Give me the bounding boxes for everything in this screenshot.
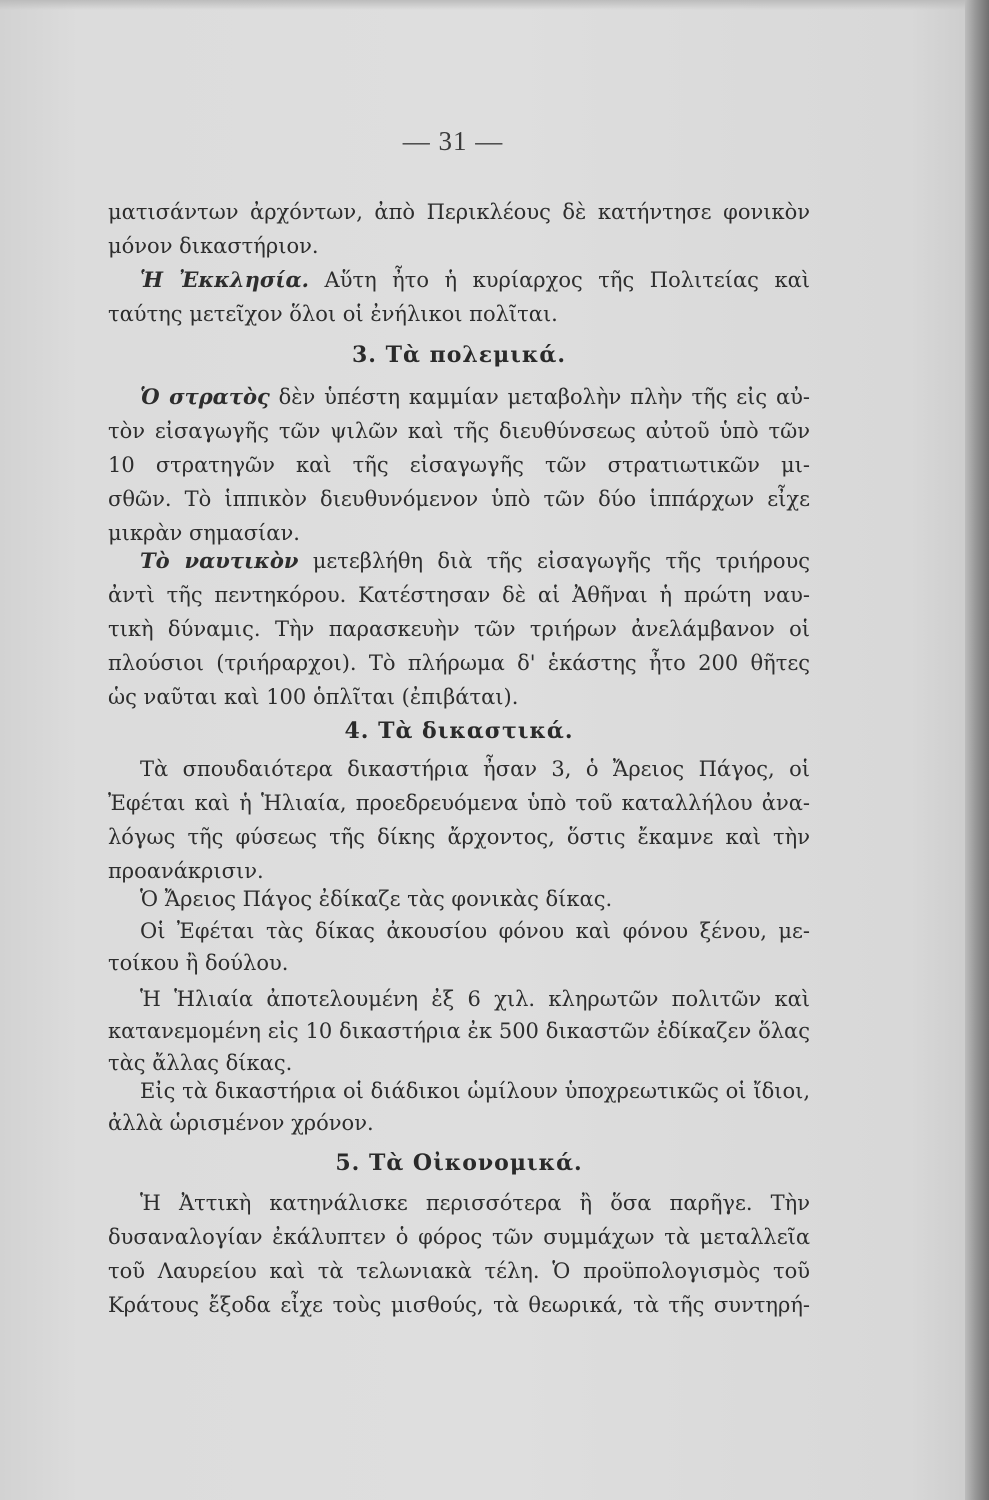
- text-line: τοῦ Λαυρείου καὶ τὰ τελωνιακὰ τέλη. Ὁ προϋπολογισμὸς τοῦ: [108, 1259, 810, 1283]
- text-line: Ὁ Ἄρειος Πάγος ἐδίκαζε τὰς φονικὰς δίκας.: [140, 887, 613, 911]
- paragraph-ekklesia-line: [140, 263, 810, 297]
- text-line: ταύτης μετεῖχον ὅλοι οἱ ἐνήλικοι πολῖται.: [108, 302, 558, 326]
- term-nautikon: Τὸ ναυτικὸν: [140, 548, 299, 573]
- text-line: Κράτους ἔξοδα εἶχε τοὺς μισθούς, τὰ θεωρικά, τὰ τῆς συντηρή-: [108, 1293, 810, 1317]
- paragraph-stratos-line: [140, 380, 810, 414]
- text-line: Ἐφέται καὶ ἡ Ἡλιαία, προεδρευόμενα ὑπὸ τοῦ καταλλήλου ἀνα-: [108, 791, 810, 815]
- term-stratos: Ὁ στρατὸς: [140, 384, 270, 409]
- text-line: κατανεμομένη εἰς 10 δικαστήρια ἐκ 500 δικαστῶν ἐδίκαζεν ὅλας: [108, 1019, 810, 1043]
- text-line: τικὴ δύναμις. Τὴν παρασκευὴν τῶν τριήρων ἀνελάμβανον οἱ: [108, 617, 810, 641]
- section-heading-judicial: 4. Τὰ δικαστικά.: [344, 718, 574, 744]
- paragraph-nautikon-line: [140, 544, 810, 578]
- text-line: Εἰς τὰ δικαστήρια οἱ διάδικοι ὡμίλουν ὑποχρεωτικῶς οἱ ἴδιοι,: [140, 1079, 810, 1103]
- text-line: ματισάντων ἀρχόντων, ἀπὸ Περικλέους δὲ κατήντησε φονικὸν: [108, 200, 810, 224]
- text-line: ἀντὶ τῆς πεντηκόρου. Κατέστησαν δὲ αἱ Ἀθῆναι ἡ πρώτη ναυ-: [108, 583, 810, 607]
- page-number: — 31 —: [402, 126, 504, 156]
- text-line: δυσαναλογίαν ἐκάλυπτεν ὁ φόρος τῶν συμμάχων τὰ μεταλλεῖα: [108, 1225, 810, 1249]
- section-heading-economic: 5. Τὰ Οἰκονομικά.: [335, 1150, 583, 1176]
- text-line: τὰς ἄλλας δίκας.: [108, 1051, 293, 1075]
- text-line: 10 στρατηγῶν καὶ τῆς εἰσαγωγῆς τῶν στρατιωτικῶν μι-: [108, 453, 810, 477]
- text-line: Τὰ σπουδαιότερα δικαστήρια ἦσαν 3, ὁ Ἄρειος Πάγος, οἱ: [140, 757, 810, 781]
- text-line: ἀλλὰ ὡρισμένον χρόνον.: [108, 1111, 374, 1135]
- page-right-edge: [965, 0, 989, 1500]
- text-line: λόγως τῆς φύσεως τῆς δίκης ἄρχοντος, ὅστις ἔκαμνε καὶ τὴν: [108, 825, 810, 849]
- text-span: δὲν ὑπέστη καμμίαν μεταβολὴν πλὴν τῆς εἰς αὐ-: [278, 385, 810, 409]
- page-top-shadow: [0, 0, 989, 10]
- text-line: σθῶν. Τὸ ἱππικὸν διευθυνόμενον ὑπὸ τῶν δύο ἱππάρχων εἶχε: [108, 487, 810, 511]
- text-line: ὡς ναῦται καὶ 100 ὁπλῖται (ἐπιβάται).: [108, 685, 519, 709]
- text-line: προανάκρισιν.: [108, 859, 264, 883]
- text-span: μετεβλήθη διὰ τῆς εἰσαγωγῆς τῆς τριήρους: [312, 549, 810, 573]
- section-heading-military: 3. Τὰ πολεμικά.: [352, 342, 566, 368]
- text-line: μικρὰν σημασίαν.: [108, 521, 300, 545]
- text-line: μόνον δικαστήριον.: [108, 234, 319, 258]
- text-line: Ἡ Ἡλιαία ἀποτελουμένη ἐξ 6 χιλ. κληρωτῶν πολιτῶν καὶ: [140, 987, 810, 1011]
- text-span: Αὕτη ἦτο ἡ κυρίαρχος τῆς Πολιτείας καὶ: [324, 268, 810, 292]
- term-ekklesia: Ἡ Ἐκκλησία.: [140, 267, 309, 292]
- text-line: Ἡ Ἀττικὴ κατηνάλισκε περισσότερα ἢ ὅσα παρῆγε. Τὴν: [140, 1191, 810, 1215]
- text-line: τοίκου ἢ δούλου.: [108, 951, 289, 975]
- text-line: Οἱ Ἐφέται τὰς δίκας ἀκουσίου φόνου καὶ φόνου ξένου, με-: [140, 919, 810, 943]
- text-line: πλούσιοι (τριήραρχοι). Τὸ πλήρωμα δ' ἑκάστης ἦτο 200 θῆτες: [108, 651, 810, 675]
- text-line: τὸν εἰσαγωγῆς τῶν ψιλῶν καὶ τῆς διευθύνσεως αὐτοῦ ὑπὸ τῶν: [108, 419, 810, 443]
